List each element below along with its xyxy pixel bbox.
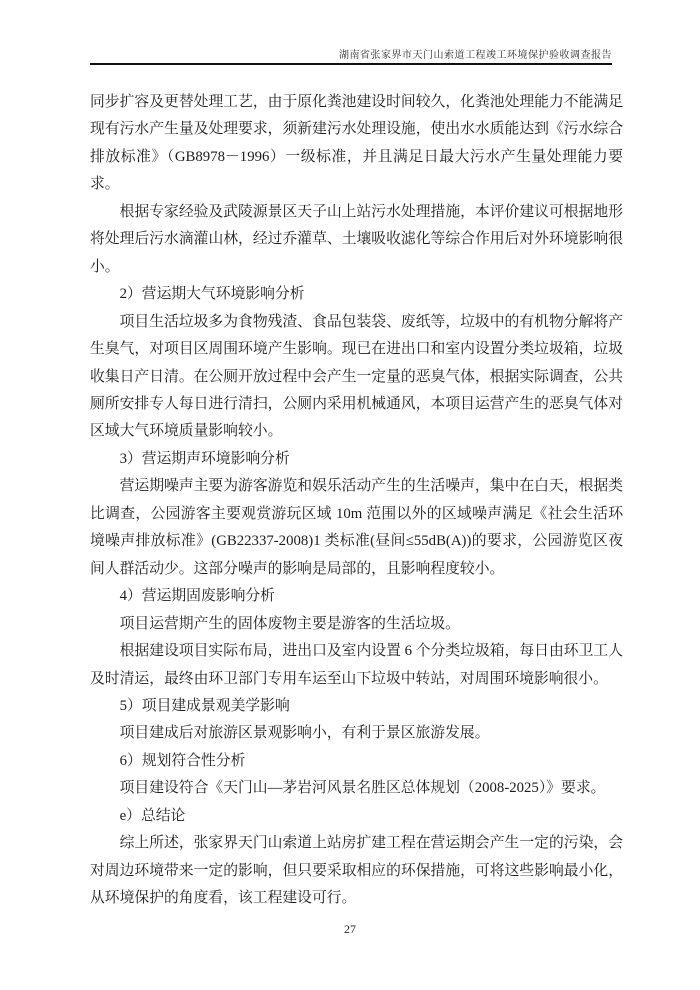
page-footer [0, 920, 700, 938]
section-heading-2: 2）营运期大气环境影响分析 [119, 286, 305, 303]
page-number: 27 [344, 922, 356, 936]
paragraph: 根据建设项目实际布局，进出口及室内设置 6 个分类垃圾箱，每日由环卫工人及时清运，最终由环卫部门专用车运至山下垃圾中转站，对周围环境影响很小。 [90, 643, 623, 687]
document-body [90, 89, 623, 913]
paragraph: 项目建设符合《天门山—茅岩河风景名胜区总体规划（2008-2025）》要求。 [119, 780, 606, 797]
paragraph: 营运期噪声主要为游客游览和娱乐活动产生的生活噪声，集中在白天，根据类比调查，公园游客主要观赏游玩区域 10m 范围以外的区域噪声满足《社会生活环境噪声排放标准》(GB22337-2008)1 类标准(昼间≤55dB(A))的要求，公园游览区夜间人群活动少。这部分噪声的影响是局部的，且影响程度较小。 [90, 478, 623, 577]
paragraph: 项目建成后对旅游区景观影响小，有利于景区旅游发展。 [119, 725, 490, 742]
running-header-title: 湖南省张家界市天门山索道工程竣工环境保护验收调查报告 [339, 50, 612, 61]
section-heading-6: 6）规划符合性分析 [119, 752, 246, 769]
section-heading-3: 3）营运期声环境影响分析 [119, 450, 290, 467]
paragraph: 根据专家经验及武陵源景区天子山上站污水处理措施，本评价建议可根据地形将处理后污水滴灌山林，经过乔灌草、土壤吸收滤化等综合作用后对外环境影响很小。 [90, 203, 623, 275]
section-heading-5: 5）项目建成景观美学影响 [119, 697, 290, 714]
section-heading-4: 4）营运期固废影响分析 [119, 588, 275, 605]
paragraph: 项目生活垃圾多为食物残渣、食品包装袋、废纸等，垃圾中的有机物分解将产生臭气，对项目区周围环境产生影响。现已在进出口和室内设置分类垃圾箱，垃圾收集日产日清。在公厕开放过程中会产生一定量的恶臭气体，根据实际调查，公共厕所安排专人每日进行清扫，公厕内采用机械通风，本项目运营产生的恶臭气体对区域大气环境质量影响较小。 [90, 313, 623, 440]
paragraph: 综上所述，张家界天门山索道上站房扩建工程在营运期会产生一定的污染，会对周边环境带来一定的影响，但只要采取相应的环保措施，可将这些影响最小化，从环境保护的角度看，该工程建设可行。 [90, 835, 623, 907]
paragraph-continuation: 同步扩容及更替处理工艺，由于原化粪池建设时间较久，化粪池处理能力不能满足现有污水产生量及处理要求，须新建污水处理设施，使出水水质能达到《污水综合排放标准》（GB8978－1996）一级标准，并且满足日最大污水产生量处理能力要求。 [90, 94, 623, 193]
header-divider [90, 63, 612, 65]
paragraph: 项目运营期产生的固体废物主要是游客的生活垃圾。 [119, 615, 460, 632]
section-heading-e: e）总结论 [119, 807, 186, 824]
